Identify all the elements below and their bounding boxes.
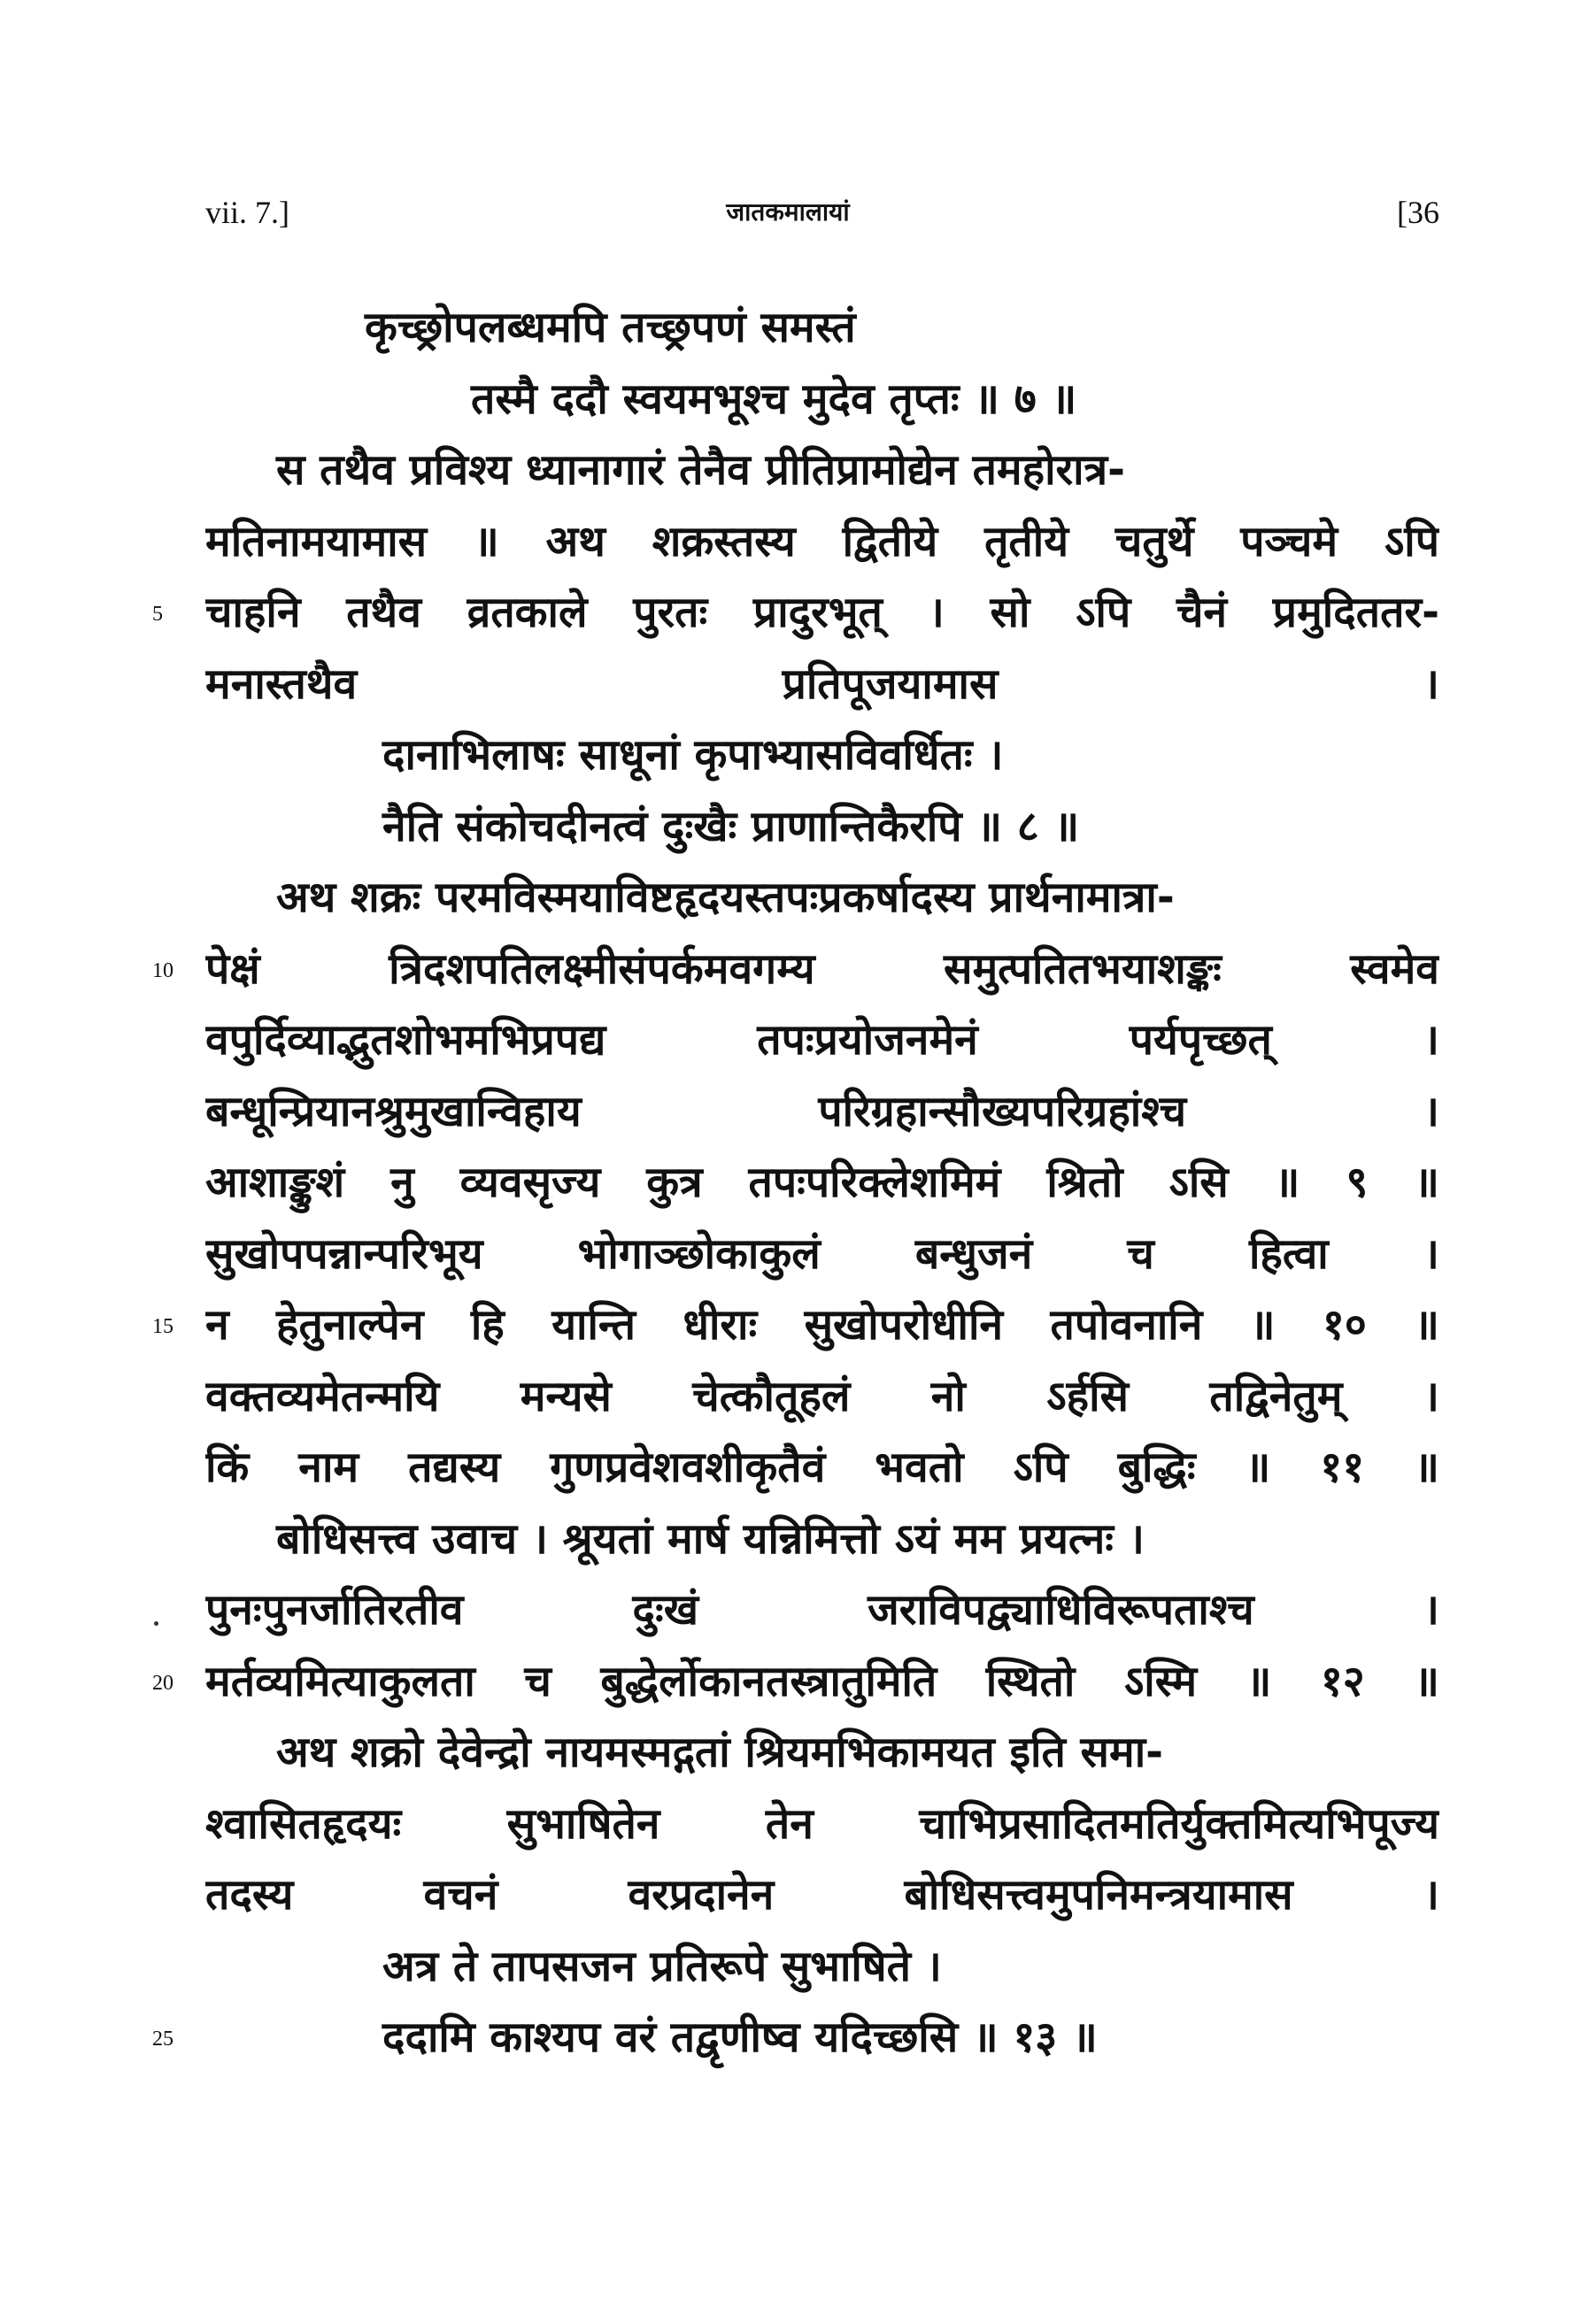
text-line xyxy=(205,1219,1439,1289)
text-line-content: मनास्तथैव प्रतिपूजयामास । xyxy=(205,659,1439,709)
text-line-content: नैति संकोचदीनत्वं दुःखैः प्राणान्तिकैरपि ॥ ८ ॥ xyxy=(382,802,1080,851)
text-line xyxy=(205,1859,1439,1930)
text-line xyxy=(205,1646,1439,1717)
text-line-content: कृच्छ्रोपलब्धमपि तच्छ्रपणं समस्तं xyxy=(365,303,856,352)
text-line-content: पेक्षं त्रिदशपतिलक्ष्मीसंपर्कमवगम्य समुत्पतितभयाशङ्कः स्वमेव xyxy=(205,944,1439,994)
line-number: 10 xyxy=(152,959,174,982)
text-line-content: अथ शक्रः परमविस्मयाविष्टहृदयस्तपःप्रकर्षादस्य प्रार्थनामात्रा- xyxy=(276,873,1175,922)
text-line-content: आशाङ्कुशं नु व्यवसृज्य कुत्र तपःपरिक्लेशमिमं श्रितो ऽसि ॥ ९ ॥ xyxy=(205,1158,1439,1207)
text-line-content: दानाभिलाषः साधूनां कृपाभ्यासविवर्धितः । xyxy=(382,730,1004,780)
text-line xyxy=(205,1004,1439,1075)
text-line-content: सुखोपपन्नान्परिभूय भोगाञ्छोकाकुलं बन्धुजनं च हित्वा । xyxy=(205,1229,1439,1279)
text-line-content: पुनःपुनर्जातिरतीव दुःखं जराविपद्व्याधिविरूपताश्च । xyxy=(205,1585,1439,1635)
print-speck xyxy=(154,1621,158,1626)
line-number: 15 xyxy=(152,1315,174,1338)
text-line-content: अथ शक्रो देवेन्द्रो नायमस्मद्गतां श्रियमभिकामयत इति समा- xyxy=(276,1728,1164,1777)
running-head-title: जातकमालायां xyxy=(726,197,850,227)
text-line xyxy=(205,649,1439,720)
text-line xyxy=(205,1147,1439,1218)
line-number: 5 xyxy=(152,603,163,626)
line-number: 25 xyxy=(152,2028,174,2051)
text-line-content: किं नाम तद्यस्य गुणप्रवेशवशीकृतैवं भवतो ऽपि बुद्धिः ॥ ११ ॥ xyxy=(205,1443,1439,1492)
text-line-content: ददामि काश्यप वरं तद्वृणीष्व यदिच्छसि ॥ १३ ॥ xyxy=(382,2012,1098,2062)
text-line-content: न हेतुनाल्पेन हि यान्ति धीराः सुखोपरोधीनि तपोवनानि ॥ १० ॥ xyxy=(205,1300,1439,1350)
text-line-content: तदस्य वचनं वरप्रदानेन बोधिसत्त्वमुपनिमन्त्रयामास । xyxy=(205,1870,1439,1920)
text-line xyxy=(205,2002,1439,2073)
text-line xyxy=(205,1361,1439,1432)
text-line xyxy=(205,1717,1439,1788)
text-line xyxy=(205,1432,1439,1503)
text-line-content: वक्तव्यमेतन्मयि मन्यसे चेत्कौतूहलं नो ऽर्हसि तद्विनेतुम् । xyxy=(205,1372,1439,1421)
text-line xyxy=(205,934,1439,1004)
text-line xyxy=(205,435,1439,505)
text-line xyxy=(205,1076,1439,1147)
text-line xyxy=(205,292,1439,363)
text-line-content: तस्मै ददौ स्वयमभूश्च मुदेव तृप्तः ॥ ७ ॥ xyxy=(471,374,1077,424)
text-line-content: मर्तव्यमित्याकुलता च बुद्धेर्लोकानतस्त्रातुमिति स्थितो ऽस्मि ॥ १२ ॥ xyxy=(205,1657,1439,1706)
text-line-content: श्वासितहृदयः सुभाषितेन तेन चाभिप्रसादितमतिर्युक्तमित्यभिपूज्य xyxy=(205,1799,1439,1849)
text-line xyxy=(205,1789,1439,1859)
text-line xyxy=(205,720,1439,790)
text-line-content: बोधिसत्त्व उवाच । श्रूयतां मार्ष यन्निमित्तो ऽयं मम प्रयत्नः । xyxy=(276,1514,1145,1564)
text-line xyxy=(205,791,1439,862)
text-line xyxy=(205,1931,1439,2002)
text-line xyxy=(205,364,1439,435)
text-line xyxy=(205,577,1439,648)
running-head-verse-ref: vii. 7.] xyxy=(205,195,289,230)
text-line xyxy=(205,506,1439,577)
text-line-content: बन्धून्प्रियानश्रुमुखान्विहाय परिग्रहान्सौख्यपरिग्रहांश्च । xyxy=(205,1087,1439,1136)
text-line xyxy=(205,1574,1439,1645)
text-line xyxy=(205,1504,1439,1574)
text-line-content: मतिनामयामास ॥ अथ शक्रस्तस्य द्वितीये तृतीये चतुर्थे पञ्चमे ऽपि xyxy=(205,517,1439,566)
line-number: 20 xyxy=(152,1672,174,1695)
text-line xyxy=(205,862,1439,933)
text-line-content: वपुर्दिव्याद्भुतशोभमभिप्रपद्य तपःप्रयोजनमेनं पर्यपृच्छत् । xyxy=(205,1015,1439,1065)
text-line-content: अत्र ते तापसजन प्रतिरूपे सुभाषिते । xyxy=(382,1942,942,1991)
page-number: [36 xyxy=(1397,195,1439,230)
text-line-content: स तथैव प्रविश्य ध्यानागारं तेनैव प्रीतिप्रामोद्येन तमहोरात्र- xyxy=(276,445,1126,495)
text-line xyxy=(205,1289,1439,1360)
text-line-content: चाहनि तथैव व्रतकाले पुरतः प्रादुरभूत् । सो ऽपि चैनं प्रमुदिततर- xyxy=(205,588,1439,637)
